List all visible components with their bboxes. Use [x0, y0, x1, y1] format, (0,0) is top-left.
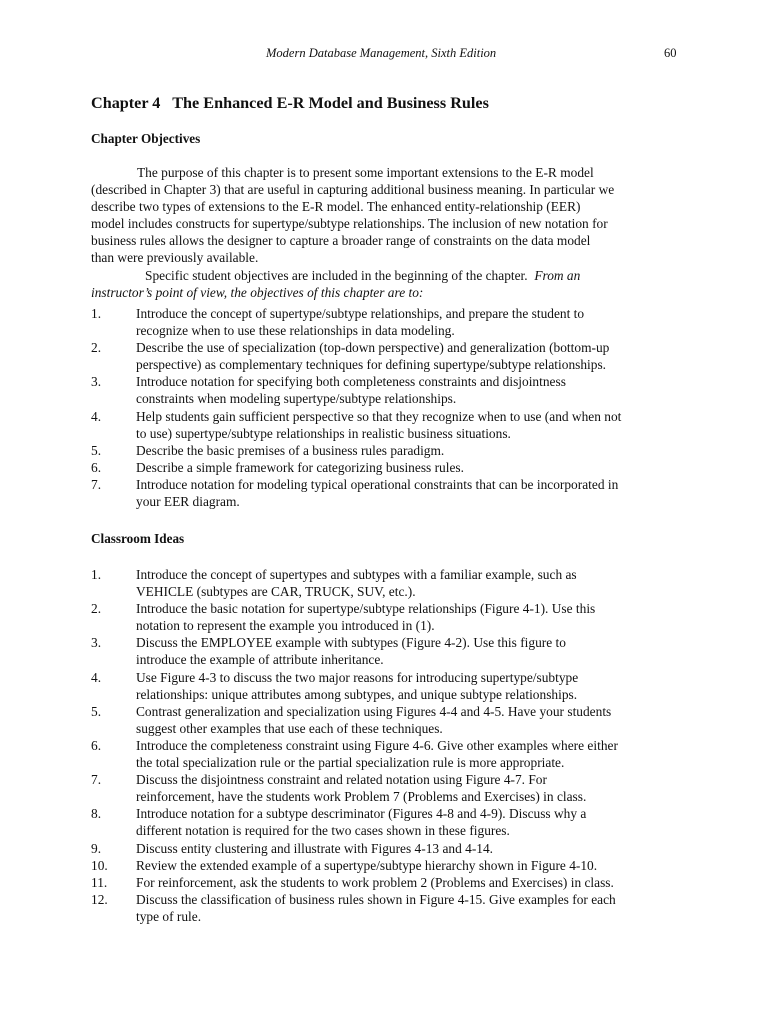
list-item-line: VEHICLE (subtypes are CAR, TRUCK, SUV, etc.). [136, 584, 416, 600]
list-item-line: Introduce the concept of supertype/subtype relationships, and prepare the student to [136, 306, 585, 321]
chapter-title: Chapter 4 The Enhanced E-R Model and Business Rules [91, 94, 489, 112]
list-item-number: 9. [91, 840, 102, 856]
list-item-number: 2. [91, 340, 102, 356]
list-item-line: Describe a simple framework for categorizing business rules. [136, 459, 464, 475]
objectives-heading: Chapter Objectives [91, 131, 201, 146]
paragraph-line: (described in Chapter 3) that are useful in capturing additional business meaning. In particular we [91, 182, 615, 198]
paragraph-line: than were previously available. [91, 250, 259, 266]
list-item-number: 1. [91, 306, 102, 321]
list-item-text [136, 634, 696, 668]
list-item-text [136, 339, 696, 373]
paragraph-italic-line: instructor’s point of view, the objectives of this chapter are to: [91, 284, 424, 300]
list-item-number: 3. [91, 374, 102, 390]
list-item-number: 7. [91, 476, 102, 492]
list-item-number: 5. [91, 703, 102, 719]
list-item-line: type of rule. [136, 908, 202, 924]
list-item-line: Introduce notation for modeling typical operational constraints that can be incorporated in [136, 476, 619, 492]
paragraph-line: The purpose of this chapter is to present some important extensions to the E-R model [137, 165, 594, 180]
list-item [91, 459, 691, 476]
list-item-text [136, 737, 696, 771]
list-item-number: 6. [91, 737, 102, 753]
list-item-line: Introduce the concept of supertypes and subtypes with a familiar example, such as [136, 567, 577, 582]
list-item-number: 4. [91, 408, 102, 424]
list-item-number: 1. [91, 567, 102, 582]
list-item-number: 7. [91, 772, 102, 788]
list-item-number: 2. [91, 601, 102, 617]
list-item [91, 373, 691, 407]
list-item [91, 600, 691, 634]
objectives-paragraph [91, 164, 691, 301]
list-item-text [136, 459, 696, 476]
classroom-ideas-list [91, 566, 691, 925]
list-item-line: suggest other examples that use each of these techniques. [136, 720, 443, 736]
list-item [91, 805, 691, 839]
list-item [91, 703, 691, 737]
list-item-number: 11. [91, 874, 108, 890]
list-item [91, 891, 691, 925]
list-item-number: 10. [91, 857, 108, 873]
list-item-line: Discuss entity clustering and illustrate with Figures 4-13 and 4-14. [136, 840, 494, 856]
list-item [91, 339, 691, 373]
list-item-line: Describe the use of specialization (top-down perspective) and generalization (bottom-up [136, 340, 610, 356]
list-item-text [136, 771, 696, 805]
list-item [91, 408, 691, 442]
list-item-text [136, 600, 696, 634]
list-item-line: Introduce notation for specifying both completeness constraints and disjointness [136, 374, 566, 390]
list-item-number: 8. [91, 806, 102, 822]
list-item-line: Introduce the completeness constraint using Figure 4-6. Give other examples where either [136, 737, 618, 753]
classroom-heading: Classroom Ideas [91, 531, 185, 546]
list-item-line: recognize when to use these relationships in data modeling. [136, 323, 455, 339]
list-item-text [136, 874, 696, 891]
list-item [91, 476, 691, 510]
paragraph-line: describe two types of extensions to the E-R model. The enhanced entity-relationship (EER) [91, 199, 581, 215]
list-item-line: different notation is required for the two cases shown in these figures. [136, 823, 510, 839]
list-item [91, 566, 691, 600]
list-item-line: Introduce the basic notation for supertype/subtype relationships (Figure 4-1). Use this [136, 601, 596, 617]
list-item-text [136, 703, 696, 737]
list-item [91, 305, 691, 339]
list-item-number: 5. [91, 442, 102, 458]
list-item-line: Discuss the EMPLOYEE example with subtypes (Figure 4-2). Use this figure to [136, 635, 566, 651]
list-item-line: notation to represent the example you introduced in (1). [136, 618, 435, 634]
list-item-text [136, 669, 696, 703]
list-item [91, 442, 691, 459]
list-item-line: perspective) as complementary techniques for defining supertype/subtype relationships. [136, 357, 607, 373]
list-item-text [136, 408, 696, 442]
list-item-text [136, 442, 696, 459]
list-item-line: Describe the basic premises of a business rules paradigm. [136, 442, 445, 458]
list-item-text [136, 373, 696, 407]
list-item-line: the total specialization rule or the partial specialization rule is more appropriate. [136, 755, 565, 771]
paragraph-text: Specific student objectives are included in the beginning of the chapter. [145, 267, 535, 283]
paragraph-line: business rules allows the designer to capture a broader range of constraints on the data model [91, 233, 591, 249]
list-item-text [136, 805, 696, 839]
list-item-line: introduce the example of attribute inheritance. [136, 652, 384, 668]
list-item-line: Use Figure 4-3 to discuss the two major reasons for introducing supertype/subtype [136, 669, 579, 685]
list-item-line: Discuss the disjointness constraint and related notation using Figure 4-7. For [136, 772, 547, 788]
list-item-line: Discuss the classification of business rules shown in Figure 4-15. Give examples for each [136, 891, 616, 907]
list-item-line: constraints when modeling supertype/subtype relationships. [136, 391, 457, 407]
list-item [91, 634, 691, 668]
list-item-text [136, 476, 696, 510]
list-item-line: to use) supertype/subtype relationships in realistic business situations. [136, 425, 511, 441]
list-item [91, 874, 691, 891]
page-number: 60 [664, 46, 677, 60]
list-item-line: Help students gain sufficient perspective so that they recognize when to use (and when not [136, 408, 622, 424]
list-item-line: reinforcement, have the students work Problem 7 (Problems and Exercises) in class. [136, 789, 587, 805]
paragraph-line [91, 267, 691, 284]
list-item [91, 669, 691, 703]
list-item-text [136, 857, 696, 874]
list-item-line: your EER diagram. [136, 494, 240, 510]
list-item-line: Contrast generalization and specialization using Figures 4-4 and 4-5. Have your students [136, 703, 612, 719]
list-item-line: relationships: unique attributes among subtypes, and unique subtype relationships. [136, 686, 578, 702]
list-item-text [136, 840, 696, 857]
list-item [91, 737, 691, 771]
list-item [91, 771, 691, 805]
list-item [91, 857, 691, 874]
list-item-number: 3. [91, 635, 102, 651]
list-item-line: For reinforcement, ask the students to work problem 2 (Problems and Exercises) in class. [136, 874, 614, 890]
list-item-text [136, 305, 696, 339]
paragraph-italic-text: From an [534, 267, 581, 283]
paragraph-line: model includes constructs for supertype/subtype relationships. The inclusion of new notation for [91, 216, 608, 232]
list-item-line: Introduce notation for a subtype descriminator (Figures 4-8 and 4-9). Discuss why a [136, 806, 587, 822]
list-item-number: 12. [91, 891, 108, 907]
list-item-number: 6. [91, 459, 102, 475]
list-item-line: Review the extended example of a supertype/subtype hierarchy shown in Figure 4-10. [136, 857, 598, 873]
list-item-number: 4. [91, 669, 102, 685]
book-title: Modern Database Management, Sixth Edition [266, 46, 497, 60]
list-item-text [136, 566, 696, 600]
list-item-text [136, 891, 696, 925]
objectives-list [91, 305, 691, 510]
list-item [91, 840, 691, 857]
